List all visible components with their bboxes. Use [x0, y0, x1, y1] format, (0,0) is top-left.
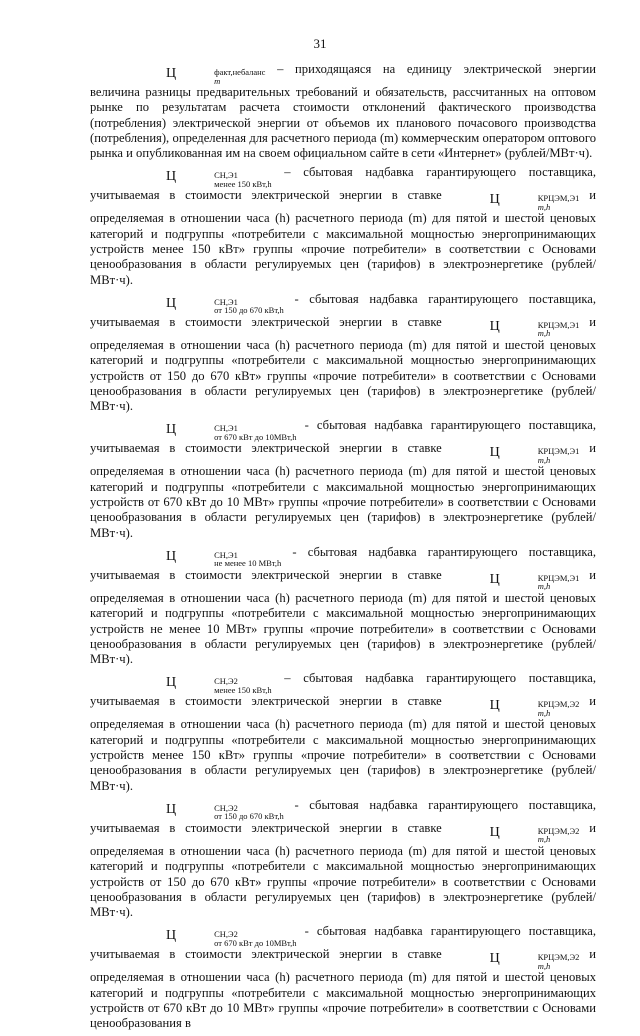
- paragraph-text-before: - сбытовая надбавка гарантирующего поставщика, учитываемая в стоимости электрической энергии в ставке: [90, 797, 596, 835]
- symbol-fact-imbalance: Ц факт,небаланс m: [166, 66, 266, 86]
- paragraph-text-after: и определяемая в отношении часа (h) расчетного периода (m) для пятой и шестой ценовых категорий и подгруппы «потребители с максимальной мощностью энергопринимающих устройств менее 150 кВт» группы «прочие потребители» в соответствии с Основами ценообразования в области регулируемых цен (тарифов) в электроэнергетике (рублей/МВт·ч).: [90, 694, 596, 793]
- symbol-markup-e2-under-150kw: Ц СН,Э2 менее 150 кВт,h: [166, 675, 272, 695]
- paragraph-text-after: и определяемая в отношении часа (h) расчетного периода (m) для пятой и шестой ценовых категорий и подгруппы «потребители с максимальной мощностью энергопринимающих устройств от 150 до 670 кВт» группы «прочие потребители» в соответствии с Основами ценообразования в области регулируемых цен (тарифов) в электроэнергетике (рублей/МВт·ч).: [90, 314, 596, 414]
- paragraph-text-after: и определяемая в отношении часа (h) расчетного периода (m) для пятой и шестой ценовых категорий и подгруппы «потребители с максимальной мощностью энергопринимающих устройств менее 150 кВт» группы «прочие потребители» в соответствии с Основами ценообразования в области регулируемых цен (тарифов) в электроэнергетике (рублей/МВт·ч).: [90, 188, 596, 287]
- paragraph-e1-150-670kw: [90, 292, 596, 414]
- paragraph-text-after: и определяемая в отношении часа (h) расчетного периода (m) для пятой и шестой ценовых категорий и подгруппы «потребители с максимальной мощностью энергопринимающих устройств от 670 кВт до 10 МВт» группы «прочие потребители» в соответствии с Основами ценообразования в: [90, 947, 596, 1031]
- symbol-rate-krcem-e1: Ц КРЦЭМ,Э1 m,h: [489, 318, 580, 339]
- paragraph-text-before: - сбытовая надбавка гарантирующего поставщика, учитываемая в стоимости электрической энергии в ставке: [90, 544, 596, 582]
- symbol-rate-krcem-e2: Ц КРЦЭМ,Э2 m,h: [489, 951, 580, 971]
- paragraph-text-before: – сбытовая надбавка гарантирующего поставщика, учитываемая в стоимости электрической энергии в ставке: [90, 165, 596, 203]
- paragraph-fact-imbalance: [90, 62, 596, 161]
- paragraph-text-before: – сбытовая надбавка гарантирующего поставщика, учитываемая в стоимости электрической энергии в ставке: [90, 671, 596, 709]
- symbol-markup-e1-over-10mw: Ц СН,Э1 не менее 10 МВт,h: [166, 548, 282, 569]
- symbol-rate-krcem-e1: Ц КРЦЭМ,Э1 m,h: [489, 192, 580, 212]
- paragraph-text-before: - сбытовая надбавка гарантирующего поставщика, учитываемая в стоимости электрической энергии в ставке: [90, 418, 596, 456]
- paragraph-e1-over-10mw: [90, 545, 596, 667]
- paragraph-text-before: - сбытовая надбавка гарантирующего поставщика, учитываемая в стоимости электрической энергии в ставке: [90, 291, 596, 329]
- paragraph-text-before: - сбытовая надбавка гарантирующего поставщика, учитываемая в стоимости электрической энергии в ставке: [90, 924, 596, 962]
- symbol-markup-e2-150-670kw: Ц СН,Э2 от 150 до 670 кВт,h: [166, 801, 284, 822]
- paragraph-e2-670kw-10mw: [90, 924, 596, 1031]
- document-body: [90, 62, 596, 1036]
- paragraph-e1-670kw-10mw: [90, 418, 596, 540]
- symbol-markup-e1-670kw-10mw: Ц СН,Э1 от 670 кВт до 10МВт,h: [166, 422, 297, 442]
- symbol-markup-e2-670kw-10mw: Ц СН,Э2 от 670 кВт до 10МВт,h: [166, 928, 297, 948]
- paragraph-e2-under-150kw: [90, 671, 596, 793]
- page-number: 31: [313, 36, 327, 51]
- symbol-rate-krcem-e2: Ц КРЦЭМ,Э2 m,h: [489, 698, 580, 718]
- paragraph-text: – приходящаяся на единицу электрической энергии величина разницы предварительных требований и обязательств, рассчитанных на оптовом рынке по результатам расчета стоимости отклонений фактического производства (потребления) электрической энергии от объемов их планового почасового производства (потребления), определенная для расчетного периода (m) коммерческим оператором оптового рынка и опубликованная им на своем официальном сайте в сети «Интернет» (рублей/МВт·ч).: [90, 62, 596, 161]
- paragraph-e2-150-670kw: [90, 798, 596, 920]
- symbol-rate-krcem-e1: Ц КРЦЭМ,Э1 m,h: [489, 445, 580, 465]
- symbol-markup-e1-under-150kw: Ц СН,Э1 менее 150 кВт,h: [166, 169, 272, 189]
- paragraph-text-after: и определяемая в отношении часа (h) расчетного периода (m) для пятой и шестой ценовых категорий и подгруппы «потребители с максимальной мощностью энергопринимающих устройств от 670 кВт до 10 МВт» группы «прочие потребители» в соответствии с Основами ценообразования в области регулируемых цен (тарифов) в электроэнергетике (рублей/МВт·ч).: [90, 441, 596, 540]
- symbol-rate-krcem-e2: Ц КРЦЭМ,Э2 m,h: [489, 824, 580, 845]
- symbol-markup-e1-150-670kw: Ц СН,Э1 от 150 до 670 кВт,h: [166, 295, 284, 316]
- paragraph-text-after: и определяемая в отношении часа (h) расчетного периода (m) для пятой и шестой ценовых категорий и подгруппы «потребители с максимальной мощностью энергопринимающих устройств от 150 до 670 кВт» группы «прочие потребители» в соответствии с Основами ценообразования в области регулируемых цен (тарифов) в электроэнергетике (рублей/МВт·ч).: [90, 820, 596, 920]
- symbol-rate-krcem-e1: Ц КРЦЭМ,Э1 m,h: [489, 571, 580, 592]
- paragraph-e1-under-150kw: [90, 165, 596, 287]
- paragraph-text-after: и определяемая в отношении часа (h) расчетного периода (m) для пятой и шестой ценовых категорий и подгруппы «потребители с максимальной мощностью энергопринимающих устройств не менее 10 МВт» группы «прочие потребители» в соответствии с Основами ценообразования в области регулируемых цен (тарифов) в электроэнергетике (рублей/МВт·ч).: [90, 567, 596, 667]
